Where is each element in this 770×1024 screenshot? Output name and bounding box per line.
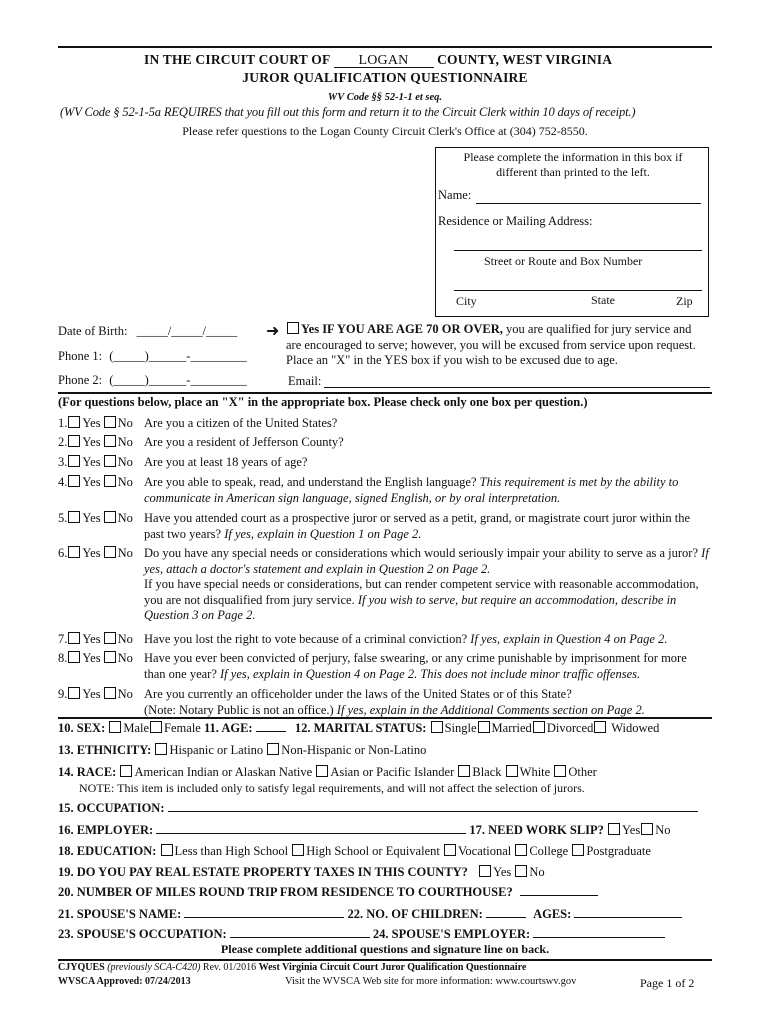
dob-field[interactable]: _____/_____/_____ xyxy=(136,324,238,338)
footer-line2 xyxy=(58,976,191,987)
education-label: 18. EDUCATION: xyxy=(58,844,157,858)
children-field[interactable] xyxy=(486,907,526,918)
age70-heading: IF YOU ARE AGE 70 OR OVER, xyxy=(322,322,503,336)
phone1-field[interactable]: (_____)______-_________ xyxy=(109,349,247,363)
question-number: 9. xyxy=(58,687,68,701)
yes-checkbox[interactable] xyxy=(68,546,80,558)
question-answer-group xyxy=(58,687,133,703)
question-answer-group xyxy=(58,511,133,527)
question-extra: (Note: Notary Public is not an office.) xyxy=(144,702,334,717)
arrow-icon: ➜ xyxy=(266,323,280,340)
no-checkbox[interactable] xyxy=(104,511,116,523)
race-option-checkbox[interactable] xyxy=(506,765,518,777)
instructions: (For questions below, place an "X" in the appropriate box. Please check only one box per question.) xyxy=(58,395,588,409)
city-label: City xyxy=(456,294,477,308)
question-text: Do you have any special needs or considerations which would seriously impair your ability to serve as a juror? xyxy=(144,546,699,560)
single-checkbox[interactable] xyxy=(431,721,443,733)
spouse-employer-field[interactable] xyxy=(533,927,665,938)
occupation-field[interactable] xyxy=(168,801,698,812)
age70-yes-checkbox[interactable] xyxy=(287,322,299,334)
education-option-label: Less than High School xyxy=(174,844,289,858)
education-option-label: Postgraduate xyxy=(586,844,651,858)
widowed-checkbox[interactable] xyxy=(594,721,606,733)
question-note: If yes, explain in Question 4 on Page 2. xyxy=(470,632,668,646)
question-text-block xyxy=(144,632,710,648)
yes-label: Yes xyxy=(82,546,101,560)
no-checkbox[interactable] xyxy=(104,546,116,558)
divorced-checkbox[interactable] xyxy=(533,721,545,733)
property-label: 19. DO YOU PAY REAL ESTATE PROPERTY TAXES IN THIS COUNTY? xyxy=(58,865,468,879)
question-text-block xyxy=(144,475,710,506)
row-sex-age-marital xyxy=(58,721,659,736)
no-label: No xyxy=(117,435,133,449)
row-miles xyxy=(58,885,598,900)
no-checkbox[interactable] xyxy=(104,416,116,428)
hispanic-checkbox[interactable] xyxy=(155,743,167,755)
spouse-name-field[interactable] xyxy=(184,907,344,918)
race-option-checkbox[interactable] xyxy=(316,765,328,777)
race-option-checkbox[interactable] xyxy=(458,765,470,777)
form-revision: Rev. 01/2016 xyxy=(202,962,257,973)
education-option-label: High School or Equivalent xyxy=(306,844,440,858)
question-text: Are you at least 18 years of age? xyxy=(144,455,308,469)
question-text: Are you currently an officeholder under the laws of the United States or of this State? xyxy=(144,687,572,701)
name-field[interactable] xyxy=(476,203,701,204)
yes-checkbox[interactable] xyxy=(68,475,80,487)
question-number: 3. xyxy=(58,455,68,469)
section-rule xyxy=(58,392,712,394)
non-hispanic-checkbox[interactable] xyxy=(267,743,279,755)
race-option-label: Asian or Pacific Islander xyxy=(330,765,455,779)
question-note: If yes, explain in Question 1 on Page 2. xyxy=(224,526,422,541)
age70-yes-label: Yes xyxy=(301,322,320,336)
dob-row xyxy=(58,324,237,339)
phone2-label: Phone 2: xyxy=(58,373,103,387)
work-slip-yes-checkbox[interactable] xyxy=(608,823,620,835)
marital-label: 12. MARITAL STATUS: xyxy=(294,721,427,735)
row-race xyxy=(58,765,597,780)
footer-rule xyxy=(58,959,712,961)
phone2-row xyxy=(58,373,247,388)
yes-label: Yes xyxy=(82,455,101,469)
row-property-taxes xyxy=(58,865,545,880)
no-label: No xyxy=(117,455,133,469)
question-text-block xyxy=(144,511,710,542)
female-label: Female xyxy=(164,721,201,735)
race-label: 14. RACE: xyxy=(58,765,117,779)
question-number: 5. xyxy=(58,511,68,525)
no-label: No xyxy=(117,632,133,646)
education-option-checkbox[interactable] xyxy=(292,844,304,856)
question-text-block xyxy=(144,416,710,432)
yes-label: Yes xyxy=(82,475,101,489)
education-option-checkbox[interactable] xyxy=(444,844,456,856)
spouse-employer-label: 24. SPOUSE'S EMPLOYER: xyxy=(372,927,531,941)
married-label: Married xyxy=(491,721,532,735)
property-yes-label: Yes xyxy=(493,865,512,879)
miles-field[interactable] xyxy=(520,885,598,896)
property-yes-checkbox[interactable] xyxy=(479,865,491,877)
ethnicity-label: 13. ETHNICITY: xyxy=(58,743,152,757)
age-field[interactable] xyxy=(256,721,286,732)
question-answer-group xyxy=(58,546,133,562)
county-field[interactable]: LOGAN xyxy=(334,54,434,68)
ages-field[interactable] xyxy=(574,907,682,918)
no-label: No xyxy=(117,546,133,560)
question-answer-group xyxy=(58,632,133,648)
question-text: Are you able to speak, read, and understand the English language? xyxy=(144,475,477,489)
question-text: Have you ever been convicted of perjury, false swearing, or any crime punishable by imprisonment for more than one year? xyxy=(144,651,687,681)
name-label: Name: xyxy=(438,188,472,202)
no-checkbox[interactable] xyxy=(104,632,116,644)
page-number: Page 1 of 2 xyxy=(640,976,695,990)
title-suffix: COUNTY, WEST VIRGINIA xyxy=(437,52,613,67)
code-reference: WV Code §§ 52-1-1 et seq. xyxy=(327,92,443,103)
work-slip-yes-label: Yes xyxy=(622,823,641,837)
question-text: Are you a citizen of the United States? xyxy=(144,416,338,430)
row-spouse-occupation xyxy=(58,927,665,942)
question-answer-group xyxy=(58,455,133,471)
miles-label: 20. NUMBER OF MILES ROUND TRIP FROM RESIDENCE TO COURTHOUSE? xyxy=(58,885,513,899)
row-occupation xyxy=(58,801,698,816)
property-no-label: No xyxy=(529,865,545,879)
male-label: Male xyxy=(123,721,150,735)
single-label: Single xyxy=(444,721,477,735)
question-note: If yes, explain in Question 4 on Page 2. This does not include minor traffic offenses. xyxy=(220,666,641,681)
phone1-row xyxy=(58,349,247,364)
demographics-rule xyxy=(58,717,712,719)
question-extra: If you have special needs or considerations, but can render competent service with reasonable accommodation, you are not disqualified from jury service. xyxy=(144,577,699,607)
work-slip-label: 17. NEED WORK SLIP? xyxy=(469,823,604,837)
website-note: Visit the WVSCA Web site for more information: www.courtswv.gov xyxy=(285,976,577,987)
question-answer-group xyxy=(58,435,133,451)
male-checkbox[interactable] xyxy=(109,721,121,733)
row-employer xyxy=(58,823,671,838)
court-title xyxy=(144,52,624,68)
question-note: If yes, explain in the Additional Comments section on Page 2. xyxy=(336,702,645,717)
question-text-block xyxy=(144,455,710,471)
state-label: State xyxy=(591,293,615,307)
residence-label: Residence or Mailing Address: xyxy=(438,214,593,228)
race-option-label: White xyxy=(519,765,551,779)
no-checkbox[interactable] xyxy=(104,651,116,663)
address-box xyxy=(435,147,709,317)
work-slip-no-label: No xyxy=(655,823,671,837)
race-option-checkbox[interactable] xyxy=(120,765,132,777)
question-number: 1. xyxy=(58,416,68,430)
question-number: 2. xyxy=(58,435,68,449)
age-label: 11. AGE: xyxy=(203,721,253,735)
dob-label: Date of Birth: xyxy=(58,324,128,338)
race-option-label: American Indian or Alaskan Native xyxy=(134,765,313,779)
phone1-label: Phone 1: xyxy=(58,349,103,363)
employer-label: 16. EMPLOYER: xyxy=(58,823,154,837)
yes-checkbox[interactable] xyxy=(68,651,80,663)
question-number: 4. xyxy=(58,475,68,489)
form-previous-id: (previously SCA-C420) xyxy=(107,962,201,973)
question-number: 7. xyxy=(58,632,68,646)
education-option-checkbox[interactable] xyxy=(515,844,527,856)
ages-label: AGES: xyxy=(533,907,572,921)
title-prefix: IN THE CIRCUIT COURT OF xyxy=(144,52,330,67)
yes-checkbox[interactable] xyxy=(68,511,80,523)
age70-block xyxy=(286,322,706,369)
married-checkbox[interactable] xyxy=(478,721,490,733)
yes-label: Yes xyxy=(82,416,101,430)
no-label: No xyxy=(117,416,133,430)
no-label: No xyxy=(117,511,133,525)
zip-label: Zip xyxy=(676,294,693,308)
yes-checkbox[interactable] xyxy=(68,687,80,699)
return-requirement: (WV Code § 52-1-5a REQUIRES that you fill out this form and return it to the Circuit Clerk within 10 days of receipt.) xyxy=(60,105,636,119)
yes-checkbox[interactable] xyxy=(68,632,80,644)
question-text-block xyxy=(144,651,710,682)
street-field[interactable] xyxy=(454,250,702,251)
city-state-zip-field[interactable] xyxy=(454,290,702,291)
race-option-checkbox[interactable] xyxy=(554,765,566,777)
non-hispanic-label: Non-Hispanic or Non-Latino xyxy=(281,743,427,757)
question-answer-group xyxy=(58,475,133,491)
question-number: 8. xyxy=(58,651,68,665)
row-ethnicity xyxy=(58,743,426,758)
form-id: CJYQUES xyxy=(58,962,105,973)
question-number: 6. xyxy=(58,546,68,560)
education-option-label: Vocational xyxy=(457,844,512,858)
race-option-label: Other xyxy=(568,765,597,779)
footer-form-title: West Virginia Circuit Court Juror Qualification Questionnaire xyxy=(258,962,527,973)
row-education xyxy=(58,844,651,859)
no-checkbox[interactable] xyxy=(104,455,116,467)
complete-note: Please complete additional questions and signature line on back. xyxy=(220,942,550,956)
widowed-label: Widowed xyxy=(611,721,660,735)
female-checkbox[interactable] xyxy=(150,721,162,733)
question-text-block xyxy=(144,435,710,451)
divorced-label: Divorced xyxy=(546,721,594,735)
employer-field[interactable] xyxy=(156,823,466,834)
question-answer-group xyxy=(58,651,133,667)
approved-date: WVSCA Approved: 07/24/2013 xyxy=(58,976,191,987)
question-text-block xyxy=(144,546,710,624)
yes-label: Yes xyxy=(82,651,101,665)
no-checkbox[interactable] xyxy=(104,475,116,487)
children-label: 22. NO. OF CHILDREN: xyxy=(347,907,483,921)
occupation-label: 15. OCCUPATION: xyxy=(58,801,165,815)
no-checkbox[interactable] xyxy=(104,687,116,699)
yes-label: Yes xyxy=(82,632,101,646)
spouse-occupation-label: 23. SPOUSE'S OCCUPATION: xyxy=(58,927,227,941)
contact-line: Please refer questions to the Logan County Circuit Clerk's Office at (304) 752-8550. xyxy=(182,124,588,138)
question-text: Are you a resident of Jefferson County? xyxy=(144,435,344,449)
email-field[interactable] xyxy=(324,387,710,388)
no-label: No xyxy=(117,651,133,665)
top-rule xyxy=(58,46,712,48)
no-label: No xyxy=(117,687,133,701)
question-text-block xyxy=(144,687,710,718)
yes-label: Yes xyxy=(82,687,101,701)
address-box-instruction: Please complete the information in this box if different than printed to the left. xyxy=(463,150,683,179)
education-option-label: College xyxy=(529,844,569,858)
question-note: If yes, attach a doctor's statement and explain in Question 2 on Page 2. xyxy=(144,546,709,576)
spouse-occupation-field[interactable] xyxy=(230,927,370,938)
row-spouse-name xyxy=(58,907,682,922)
question-extra-note: If you wish to serve, but require an accommodation, describe in Question 3 on Page 2. xyxy=(144,592,677,622)
no-label: No xyxy=(117,475,133,489)
property-no-checkbox[interactable] xyxy=(515,865,527,877)
question-text: Have you lost the right to vote because of a criminal conviction? xyxy=(144,632,468,646)
race-option-label: Black xyxy=(472,765,502,779)
no-checkbox[interactable] xyxy=(104,435,116,447)
question-note: This requirement is met by the ability to communicate in American sign language, signed English, or by oral interpretation. xyxy=(144,475,679,505)
phone2-field[interactable]: (_____)______-_________ xyxy=(109,373,247,387)
yes-checkbox[interactable] xyxy=(68,435,80,447)
race-note: NOTE: This item is included only to satisfy legal requirements, and will not affect the selection of jurors. xyxy=(79,781,585,795)
yes-checkbox[interactable] xyxy=(68,416,80,428)
spouse-name-label: 21. SPOUSE'S NAME: xyxy=(58,907,182,921)
sex-label: 10. SEX: xyxy=(58,721,106,735)
age70-text: you are qualified for jury service and are encouraged to serve; however, you will be excused from service upon request. Place an "X" in the YES box if you wish to be excused due to age. xyxy=(286,322,696,367)
question-answer-group xyxy=(58,416,133,432)
email-label: Email: xyxy=(288,374,322,388)
yes-label: Yes xyxy=(82,511,101,525)
hispanic-label: Hispanic or Latino xyxy=(169,743,264,757)
question-text: Have you attended court as a prospective juror or served as a petit, grand, or magistrate court juror within the past two years? xyxy=(144,511,690,541)
yes-label: Yes xyxy=(82,435,101,449)
form-title: JUROR QUALIFICATION QUESTIONNAIRE xyxy=(242,70,528,85)
work-slip-no-checkbox[interactable] xyxy=(641,823,653,835)
footer-line1 xyxy=(58,962,526,973)
education-option-checkbox[interactable] xyxy=(572,844,584,856)
street-label: Street or Route and Box Number xyxy=(484,254,643,268)
education-option-checkbox[interactable] xyxy=(161,844,173,856)
yes-checkbox[interactable] xyxy=(68,455,80,467)
